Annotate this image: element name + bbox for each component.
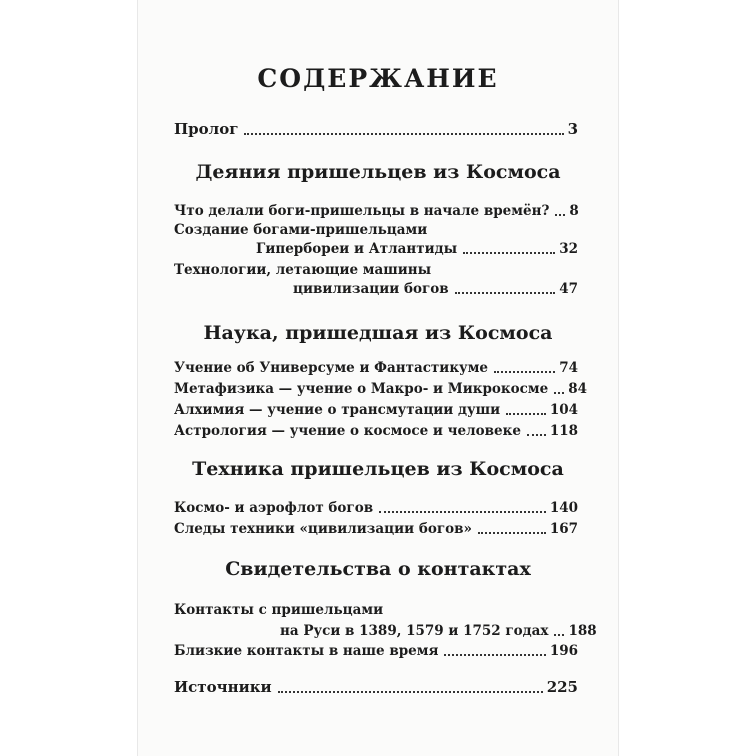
toc-page-number: 47 [559,281,578,297]
toc-page-number: 84 [568,381,587,397]
toc-entry [293,281,578,297]
toc-entry-label: цивилизации богов [293,281,449,297]
toc-entry [280,623,597,639]
toc-page-number: 167 [549,521,578,537]
toc-entry-label-line1: Создание богами-пришельцами [174,222,428,238]
toc-entry-label: Алхимия — учение о трансмутации души [174,402,501,418]
toc-entry [174,402,578,418]
page-title: СОДЕРЖАНИЕ [257,64,499,93]
toc-entry-label: Источники [174,678,272,696]
toc-entry-label-line1: Технологии, летающие машины [174,262,432,278]
leader-dots [444,654,545,656]
toc-page-number: 196 [549,643,578,659]
leader-dots [455,292,556,294]
leader-dots [379,511,546,513]
toc-entry-sources [174,678,578,696]
toc-entry [174,500,578,516]
toc-entry-label: Космо- и аэрофлот богов [174,500,374,516]
toc-entry-label: Следы техники «цивилизации богов» [174,521,472,537]
leader-dots [554,392,564,394]
toc-entry [256,241,578,257]
toc-page-number: 104 [549,402,578,418]
toc-page-number: 32 [559,241,578,257]
toc-entry [174,643,578,659]
toc-entry [174,423,578,439]
toc-entry-label-line1: Контакты с пришельцами [174,602,384,618]
toc-entry-label: Метафизика — учение о Макро- и Микрокосме [174,381,549,397]
toc-entry-label: Близкие контакты в наше время [174,643,439,659]
toc-page-number: 8 [569,203,579,219]
leader-dots [494,371,555,373]
leader-dots [506,413,546,415]
toc-page-number: 140 [549,500,578,516]
leader-dots [278,691,543,693]
toc-page-number: 118 [549,423,578,439]
toc-entry-label: Пролог [174,120,239,138]
toc-entry [174,360,578,376]
toc-page-number: 3 [567,120,578,138]
toc-page-number: 225 [546,678,578,696]
leader-dots [244,133,563,135]
section-heading: Деяния пришельцев из Космоса [195,161,561,183]
book-page [138,0,618,756]
toc-entry-label: Гипербореи и Атлантиды [256,241,458,257]
leader-dots [478,532,546,534]
toc-entry [174,521,578,537]
leader-dots [463,252,555,254]
leader-dots [527,434,546,436]
leader-dots [555,214,565,216]
toc-entry [174,381,587,397]
toc-entry-label: Учение об Универсуме и Фантастикуме [174,360,489,376]
section-heading: Свидетельства о контактах [225,558,531,580]
section-heading: Техника пришельцев из Космоса [192,458,564,480]
toc-entry-label: Что делали боги-пришельцы в начале времён? [174,203,550,219]
toc-page-number: 74 [559,360,578,376]
toc-entry [174,203,578,219]
leader-dots [554,634,564,636]
section-heading: Наука, пришедшая из Космоса [203,322,553,344]
toc-entry-label: на Руси в 1389, 1579 и 1752 годах [280,623,549,639]
toc-page-number: 188 [568,623,597,639]
toc-entry-prologue [174,120,578,138]
toc-entry-label: Астрология — учение о космосе и человеке [174,423,521,439]
